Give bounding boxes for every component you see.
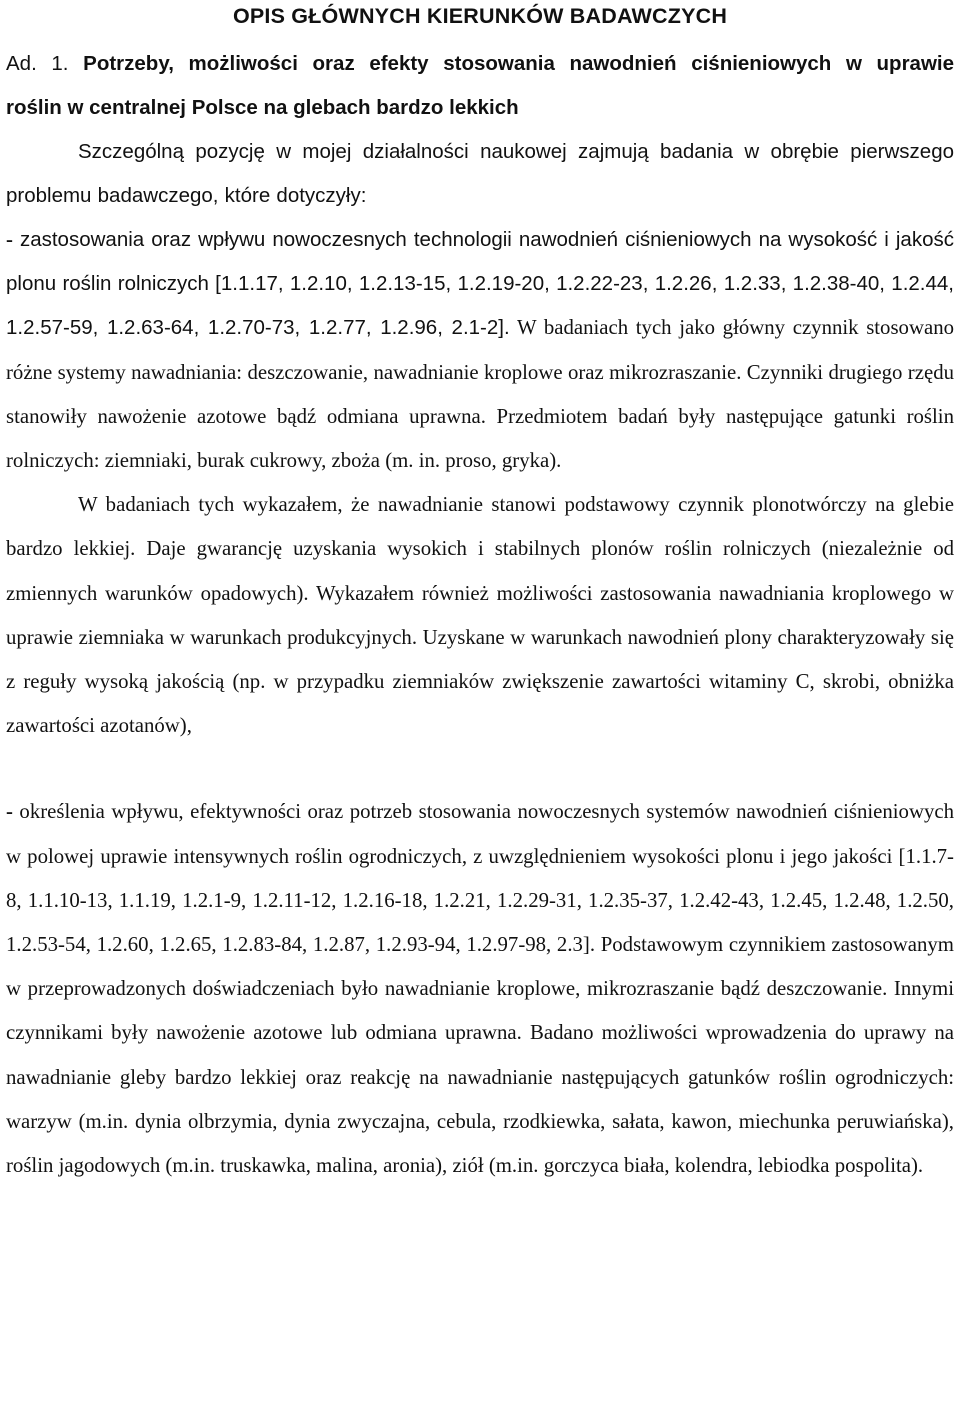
item1-paragraph xyxy=(6,218,954,483)
item1-sans-text: zastosowania oraz wpływu nowoczesnych technologii nawodnień ciśnieniowych na wysokość i jakość plonu roślin rolniczych [1.1.17, 1.2.10, 1.2.13-15, 1.2.19-20, 1.2.22-23, 1.2.26, 1.2.33, 1.2.38-40, 1.2.44, 1.2.57-59, 1.2.63-64, 1.2.70-73, 1.2.77, 1.2.96, 2.1-2]. xyxy=(6,228,954,340)
item1-conclusion: W badaniach tych wykazałem, że nawadnianie stanowi podstawowy czynnik plonotwórczy na glebie bardzo lekkiej. Daje gwarancję uzyskania wysokich i stabilnych plonów roślin rolniczych (niezależnie od zmiennych warunków opadowych). Wykazałem również możliwości zastosowania nawadniania kroplowego w uprawie ziemniaka w warunkach produkcyjnych. Uzyskane w warunkach nawodnień plony charakteryzowały się z reguły wysoką jakością (np. w przypadku ziemniaków zwiększenie zawartości witaminy C, skrobi, obniżka zawartości azotanów), xyxy=(6,493,954,738)
item2-paragraph xyxy=(6,790,954,1188)
section-heading-line1 xyxy=(6,42,954,86)
item2-dash: - xyxy=(6,800,13,824)
document-page xyxy=(6,0,954,1188)
section-heading-text: Potrzeby, możliwości oraz efekty stosowania nawodnień ciśnieniowych w uprawie xyxy=(83,52,955,75)
section-heading-line2: roślin w centralnej Polsce na glebach bardzo lekkich xyxy=(6,96,519,119)
item2-text: określenia wpływu, efektywności oraz potrzeb stosowania nowoczesnych systemów nawodnień ciśnieniowych w polowej uprawie intensywnych roślin ogrodniczych, z uwzględnieniem wysokości plonu i jego jakości [1.1.7-8, 1.1.10-13, 1.1.19, 1.2.1-9, 1.2.11-12, 1.2.16-18, 1.2.21, 1.2.29-31, 1.2.35-37, 1.2.42-43, 1.2.45, 1.2.48, 1.2.50, 1.2.53-54, 1.2.60, 1.2.65, 1.2.83-84, 1.2.87, 1.2.93-94, 1.2.97-98, 2.3]. Podstawowym czynnikiem zastosowanym w przeprowadzonych doświadczeniach było nawadnianie kroplowe, mikrozraszanie bądź deszczowanie. Innymi czynnikami były nawożenie azotowe lub odmiana uprawna. Badano możliwości wprowadzenia do uprawy na nawadnianie gleby bardzo lekkiej oraz reakcję na nawadnianie następujących gatunków roślin ogrodniczych: warzyw (m.in. dynia olbrzymia, dynia zwyczajna, cebula, rzodkiewka, sałata, kawon, miechunka peruwiańska), roślin jagodowych (m.in. truskawka, malina, aronia), ziół (m.in. gorczyca biała, kolendra, lebiodka pospolita). xyxy=(6,800,954,1178)
item1-dash: - xyxy=(6,228,13,251)
intro-paragraph: Szczególną pozycję w mojej działalności naukowej zajmują badania w obrębie pierwszego problemu badawczego, które dotyczyły: xyxy=(6,140,954,207)
page-title: OPIS GŁÓWNYCH KIERUNKÓW BADAWCZYCH xyxy=(232,4,728,28)
item1-serif-text: W badaniach tych jako główny czynnik stosowano różne systemy nawadniania: deszczowanie, nawadnianie kroplowe oraz mikrozraszanie. Czynniki drugiego rzędu stanowiły nawożenie azotowe bądź odmiana uprawna. Przedmiotem badań były następujące gatunki roślin rolniczych: ziemniaki, burak cukrowy, zboża (m. in. proso, gryka). xyxy=(6,316,954,473)
section-prefix: Ad. 1. xyxy=(6,52,69,75)
paragraph-gap xyxy=(6,748,954,790)
